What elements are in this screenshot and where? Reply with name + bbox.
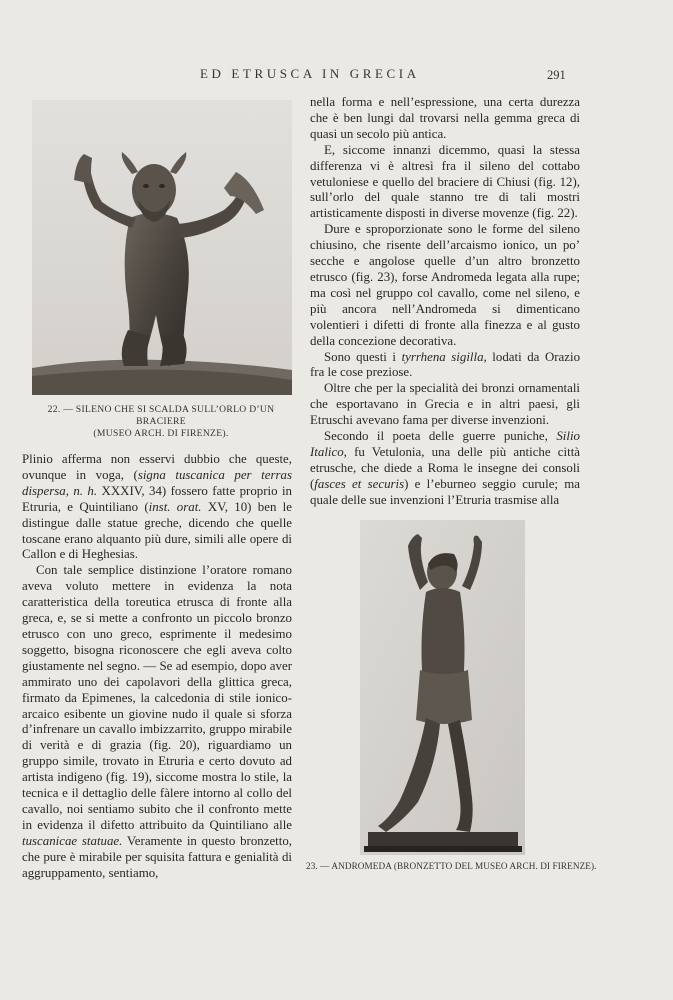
figure-22-caption	[26, 404, 296, 440]
figure-22-caption-line1: 22. — SILENO CHE SI SCALDA SULL’ORLO D’UN BRACIERE	[47, 404, 275, 427]
running-title: ED ETRUSCA IN GRECIA	[200, 66, 420, 81]
paragraph: Oltre che per la specialità dei bronzi ornamentali che esportavano in Grecia e in altri paesi, gli Etruschi avevano fama per diverse invenzioni.	[310, 381, 580, 428]
figure-22-silenus-photo	[32, 100, 292, 395]
page-number: 291	[547, 68, 566, 82]
paragraph: Secondo il poeta delle guerre puniche, Silio Italico, fu Vetulonia, una delle più antiche città etrusche, che diede a Roma le insegne dei consoli (fasces et securis) e l’eburneo seggio curule; ma quale delle sue invenzioni l’Etruria trasmise alla	[310, 429, 580, 507]
paragraph: Sono questi i tyrrhena sigilla, lodati da Orazio fra le cose preziose.	[310, 349, 581, 380]
figure-23-andromeda-photo	[360, 520, 525, 855]
paragraph: Plinio afferma non esservi dubbio che queste, ovunque in voga, (signa tuscanica per terras dispersa, n. h. XXXIV, 34) fossero fatte proprio in Etruria, e Quintiliano (inst. orat. XV, 10) ben le distingue dalle statue greche, dicendo che quelle toscane erano alquanto più dure, simili alle opere di Callon e di Heghesias.	[22, 452, 292, 562]
figure-23-caption: 23. — ANDROMEDA (BRONZETTO DEL MUSEO ARCH. DI FIRENZE).	[306, 861, 597, 871]
paragraph: Con tale semplice distinzione l’oratore romano aveva voluto mettere in evidenza la nota caratteristica della toreutica etrusca di fronte alla greca, e, se si mette a confronto un piccolo bronzo etrusco con uno greco, esprimente il medesimo soggetto, bisogna riconoscere che egli aveva colto giustamente nel segno. — Se ad esempio, dopo aver ammirato uno dei capolavori della glittica greca, firmato da Epimenes, la calcedonia di stile ionico-arcaico esibente un giovine nudo il quale si sforza d’infrenare un cavallo imbizzarrito, gruppo mirabile di verità e di grazia (fig. 20), riguardiamo un gruppo simile, trovato in Etruria e certo dovuto ad artista indigeno (fig. 19), siccome mostra lo stile, la tecnica e il dettaglio delle fàlere intorno al collo del cavallo, noi sentiamo subito che il confronto mette in evidenza il difetto attribuito da Quintiliano alle tuscanicae statuae. Veramente in questo bronzetto, che pure è mirabile per squisita fattura e genialità di aggruppamento, sentiamo,	[22, 563, 292, 880]
paragraph: E, siccome innanzi dicemmo, quasi la stessa differenza vi è altresì fra il sileno del cottabo vetuloniese e quello del braciere di Chiusi (fig. 12), sull’orlo del quale stanno tre di tali mostri artisticamente disposti in diverse movenze (fig. 22).	[310, 142, 580, 221]
left-text-column	[22, 452, 292, 881]
paragraph: nella forma e nell’espressione, una certa durezza che è ben lungi dal trovarsi nella gemma greca di quasi un secolo più antica.	[310, 95, 580, 141]
paragraph: Dure e sproporzionate sono le forme del sileno chiusino, che risente dell’arcaismo ionico, un po’ secche e angolose quelle d’un altro bronzetto etrusco (fig. 23), forse Andromeda legata alla rupe; ma così nel gruppo col cavallo, come nel sileno, e più ancora nell’Andromeda si dimenticano volentieri i difetti di fronte alla finezza e al gusto della concezione decorativa.	[310, 222, 580, 348]
right-text-column	[310, 95, 580, 509]
figure-22-caption-line2: (MUSEO ARCH. DI FIRENZE).	[93, 428, 229, 439]
